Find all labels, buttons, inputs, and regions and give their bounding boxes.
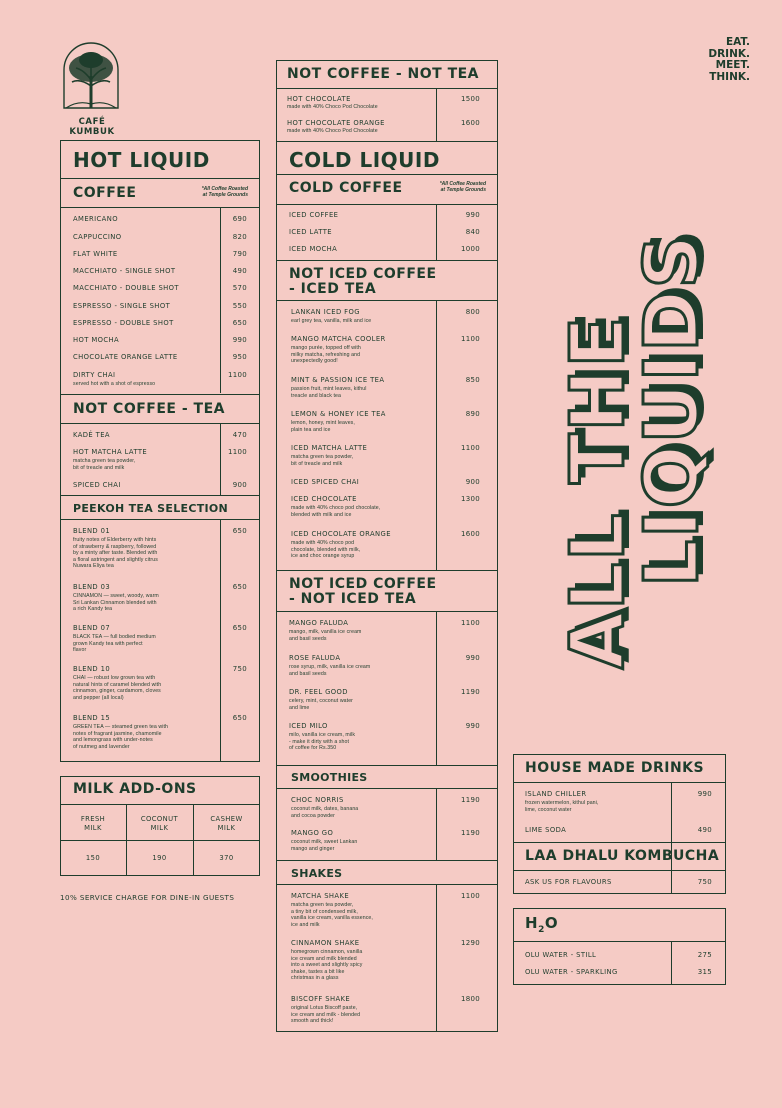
item-desc: earl grey tea, vanilla, milk and ice <box>291 318 372 324</box>
menu-item: BLEND 10 <box>73 665 111 673</box>
menu-item: BLEND 01 <box>73 527 111 535</box>
item-price: 490 <box>697 826 712 834</box>
menu-item: ISLAND CHILLER <box>525 790 587 798</box>
tagline-think: THINK. <box>709 70 750 83</box>
item-price: 790 <box>232 250 247 258</box>
menu-item: ICED MATCHA LATTE <box>291 444 368 452</box>
peekoh-title: PEEKOH TEA SELECTION <box>73 502 229 515</box>
brand-name: CAFÉ KUMBUK <box>69 117 115 137</box>
item-price: 1100 <box>460 892 480 900</box>
not-iced-coffee-iced-tea-title: NOT ICED COFFEE - ICED TEA <box>289 266 437 297</box>
menu-item: DR. FEEL GOOD <box>289 688 348 696</box>
item-desc: original Lotus Biscoff paste, ice cream and milk - blended smooth and thick! <box>291 1005 361 1025</box>
tagline-drink: DRINK. <box>708 47 750 60</box>
item-price: 750 <box>697 878 712 886</box>
headline-line-1: ALL THE <box>555 314 641 670</box>
menu-item: CHOC NORRIS <box>291 796 344 804</box>
item-price: 550 <box>232 302 247 310</box>
menu-item: LIME SODA <box>525 826 567 834</box>
cold-coffee-title: COLD COFFEE <box>289 180 403 196</box>
menu-item: MACCHIATO - DOUBLE SHOT <box>73 284 179 292</box>
item-price: 470 <box>232 431 247 439</box>
menu-item: CAPPUCCINO <box>73 233 122 241</box>
smoothies-title: SMOOTHIES <box>291 771 368 784</box>
not-coffee-not-tea-title: NOT COFFEE - NOT TEA <box>287 66 480 82</box>
menu-item: CINNAMON SHAKE <box>291 939 360 947</box>
item-price: 690 <box>232 215 247 223</box>
item-desc: mango purée, topped off with milky matcha, refreshing and unexpectedly good! <box>291 345 361 365</box>
item-price: 1000 <box>460 245 480 253</box>
headline-line-2: LIQUIDS <box>629 233 715 587</box>
item-desc: made with 40% choco pod chocolate, blended with milk and ice <box>291 505 381 518</box>
item-price: 950 <box>232 353 247 361</box>
item-desc: coconut milk, dates, banana and cocoa powder <box>291 806 359 819</box>
item-desc: CHAI — robust low grown tea with natural hints of caramel blended with cinnamon, ginger, cardamom, cloves and pepper (all local) <box>73 675 162 701</box>
menu-item: OLU WATER - SPARKLING <box>525 968 618 976</box>
milk-option: COCONUT MILK <box>140 815 179 832</box>
item-desc: CINNAMON — sweet, woody, warm Sri Lankan Cinnamon blended with a rich Kandy tea <box>73 593 159 613</box>
item-price: 490 <box>232 267 247 275</box>
item-price: 650 <box>232 319 247 327</box>
item-desc: made with 40% choco pod chocolate, blended with milk, ice and choc orange syrup <box>291 540 361 560</box>
tagline <box>700 37 750 83</box>
tree-icon <box>58 38 124 114</box>
cold-liquid-title: COLD LIQUID <box>289 148 440 172</box>
menu-item: MANGO FALUDA <box>289 619 349 627</box>
menu-item: LANKAN ICED FOG <box>291 308 360 316</box>
menu-item: HOT MOCHA <box>73 336 120 344</box>
item-desc: matcha green tea powder, bit of treacle and milk <box>73 458 136 471</box>
milk-option: FRESH MILK <box>80 815 106 832</box>
water-title-h: H <box>525 914 539 932</box>
item-desc: GREEN TEA — steamed green tea with notes of fragrant jasmine, chamomile and lemongrass with under-notes of nutmeg and lavender <box>73 724 168 750</box>
item-desc: matcha green tea powder, bit of treacle and milk <box>291 454 354 467</box>
tagline-eat: EAT. <box>725 36 750 48</box>
shakes-title: SHAKES <box>291 867 343 880</box>
item-price: 800 <box>465 308 480 316</box>
item-price: 1600 <box>460 119 480 127</box>
item-price: 990 <box>465 654 480 662</box>
kombucha-title: LAA DHALU KOMBUCHA <box>525 848 720 864</box>
water-title <box>525 916 558 938</box>
item-desc: lemon, honey, mint leaves, plain tea and ice <box>291 420 355 433</box>
item-price: 1290 <box>460 939 480 947</box>
menu-item: ESPRESSO - DOUBLE SHOT <box>73 319 174 327</box>
item-price: 650 <box>232 583 247 591</box>
item-price: 1500 <box>460 95 480 103</box>
menu-item: SPICED CHAI <box>73 481 121 489</box>
item-price: 275 <box>697 951 712 959</box>
menu-item: MATCHA SHAKE <box>291 892 350 900</box>
item-price: 650 <box>232 714 247 722</box>
menu-item: AMERICANO <box>73 215 118 223</box>
item-desc: homegrown cinnamon, vanilla ice cream and milk blended into a sweet and slightly spicy shake, tastes a bit like christmas in a glass <box>291 949 363 982</box>
menu-item: ICED SPICED CHAI <box>291 478 360 486</box>
menu-item: ICED COFFEE <box>289 211 339 219</box>
item-price: 1100 <box>227 371 247 379</box>
water-title-sub: 2 <box>538 925 545 935</box>
tagline-meet: MEET. <box>715 59 750 71</box>
menu-item: MANGO GO <box>291 829 334 837</box>
item-price: 990 <box>232 336 247 344</box>
menu-item: FLAT WHITE <box>73 250 118 258</box>
house-made-title: HOUSE MADE DRINKS <box>525 760 705 776</box>
menu-item: HOT CHOCOLATE <box>287 95 351 103</box>
item-price: 1100 <box>460 335 480 343</box>
menu-item: ICED CHOCOLATE <box>291 495 357 503</box>
item-desc: milo, vanilla ice cream, milk - make it dirty with a shot of coffee for Rs.350 <box>289 732 356 752</box>
menu-item: BLEND 07 <box>73 624 111 632</box>
menu-item: HOT CHOCOLATE ORANGE <box>287 119 385 127</box>
item-desc: coconut milk, sweet Lankan mango and ginger <box>291 839 358 852</box>
menu-item: ESPRESSO - SINGLE SHOT <box>73 302 171 310</box>
item-price: 1100 <box>460 444 480 452</box>
item-price: 990 <box>697 790 712 798</box>
cafe-logo <box>58 38 124 114</box>
milk-option: CASHEW MILK <box>210 815 243 832</box>
menu-item: ICED CHOCOLATE ORANGE <box>291 530 391 538</box>
water-title-o: O <box>544 914 559 932</box>
item-price: 1100 <box>227 448 247 456</box>
item-price: 1190 <box>460 796 480 804</box>
menu-item: ROSE FALUDA <box>289 654 341 662</box>
item-desc: frozen watermelon, kithul pani, lime, coconut water <box>525 800 599 813</box>
item-price: 1190 <box>460 829 480 837</box>
menu-item: MINT & PASSION ICE TEA <box>291 376 385 384</box>
item-price: 570 <box>232 284 247 292</box>
hot-liquid-title: HOT LIQUID <box>73 148 210 172</box>
menu-item: BLEND 03 <box>73 583 111 591</box>
item-price: 890 <box>465 410 480 418</box>
item-price: 1300 <box>460 495 480 503</box>
item-desc: matcha green tea powder, a tiny bit of condensed milk, vanilla ice cream, vanilla essence, ice and milk <box>291 902 373 928</box>
item-desc: rose syrup, milk, vanilla ice cream and basil seeds <box>289 664 371 677</box>
item-desc: made with 40% Choco Pod Chocolate <box>287 128 378 134</box>
milk-price: 150 <box>85 854 101 862</box>
cold-coffee-note: *All Coffee Roasted at Temple Grounds <box>439 181 486 193</box>
item-desc: celery, mint, coconut water and lime <box>289 698 354 711</box>
menu-item: BLEND 15 <box>73 714 111 722</box>
item-price: 750 <box>232 665 247 673</box>
milk-price: 370 <box>219 854 234 862</box>
menu-item: ICED LATTE <box>289 228 332 236</box>
item-price: 850 <box>465 376 480 384</box>
item-price: 1600 <box>460 530 480 538</box>
item-desc: mango, milk, vanilla ice cream and basil seeds <box>289 629 362 642</box>
menu-item: DIRTY CHAI <box>73 371 116 379</box>
milk-addons-title: MILK ADD-ONS <box>73 781 197 797</box>
item-desc: served hot with a shot of espresso <box>73 381 156 387</box>
item-price: 650 <box>232 624 247 632</box>
menu-item: CHOCOLATE ORANGE LATTE <box>73 353 178 361</box>
item-price: 900 <box>232 481 247 489</box>
item-desc: passion fruit, mint leaves, kithul treacle and black tea <box>291 386 367 399</box>
item-price: 1100 <box>460 619 480 627</box>
menu-item: ICED MOCHA <box>289 245 338 253</box>
item-desc: made with 40% Choco Pod Chocolate <box>287 104 378 110</box>
not-coffee-tea-title: NOT COFFEE - TEA <box>73 401 225 417</box>
menu-item: HOT MATCHA LATTE <box>73 448 148 456</box>
item-price: 990 <box>465 722 480 730</box>
item-price: 990 <box>465 211 480 219</box>
menu-item: LEMON & HONEY ICE TEA <box>291 410 386 418</box>
service-note: 10% SERVICE CHARGE FOR DINE-IN GUESTS <box>60 893 235 902</box>
menu-item: ASK US FOR FLAVOURS <box>525 878 612 886</box>
coffee-title: COFFEE <box>73 185 137 201</box>
menu-item: ICED MILO <box>289 722 328 730</box>
item-price: 315 <box>697 968 712 976</box>
menu-item: MANGO MATCHA COOLER <box>291 335 386 343</box>
coffee-note: *All Coffee Roasted at Temple Grounds <box>201 186 248 198</box>
not-iced-coffee-not-iced-tea-title: NOT ICED COFFEE - NOT ICED TEA <box>289 576 437 607</box>
menu-item: MACCHIATO - SINGLE SHOT <box>73 267 176 275</box>
menu-item: BISCOFF SHAKE <box>291 995 351 1003</box>
item-price: 1800 <box>460 995 480 1003</box>
item-price: 820 <box>232 233 247 241</box>
item-price: 900 <box>465 478 480 486</box>
item-price: 650 <box>232 527 247 535</box>
menu-item: OLU WATER - STILL <box>525 951 597 959</box>
item-desc: BLACK TEA — full bodied medium grown Kandy tea with perfect flavor <box>73 634 156 654</box>
item-price: 1190 <box>460 688 480 696</box>
item-price: 840 <box>465 228 480 236</box>
milk-price: 190 <box>152 854 167 862</box>
menu-item: KADÉ TEA <box>73 431 110 439</box>
item-desc: fruity notes of Elderberry with hints of strawberry & raspberry, followed by a minty after taste. Blended with a floral astringent and slightly citrus Nuwara Eliya tea <box>73 537 158 570</box>
